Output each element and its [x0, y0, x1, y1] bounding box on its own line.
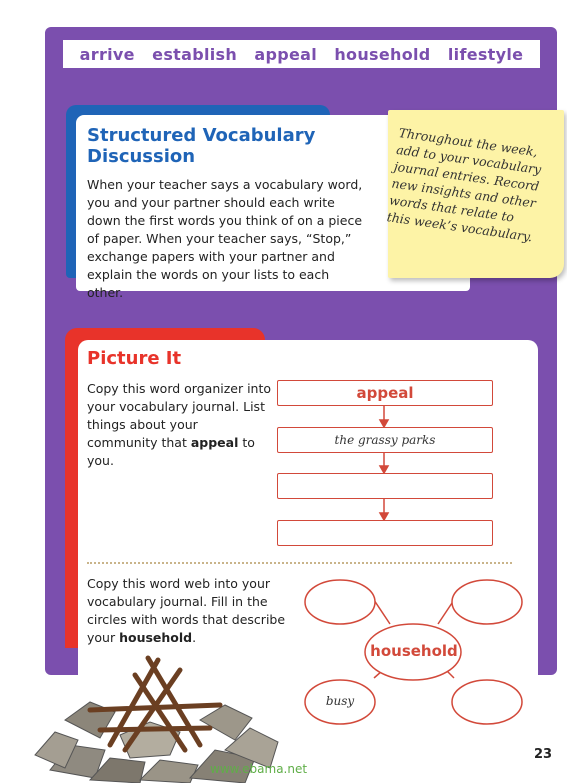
web-center-label: household [370, 642, 458, 660]
organizer-box-header: appeal [277, 380, 493, 406]
sticky-note-text: Throughout the week, add to your vocabulary journal entries. Record new insights and other words that relate to this week’s vocabulary. [385, 124, 543, 245]
web-circle [452, 580, 522, 624]
dotted-divider [87, 562, 512, 564]
organizer-box-empty [277, 520, 493, 546]
web-keyword: household [119, 630, 193, 645]
vocabulary-word-bar [63, 40, 540, 68]
vocab-word: household [334, 44, 431, 64]
organizer-instructions-end: to you. [87, 435, 255, 468]
web-instructions [87, 575, 287, 647]
web-circle [452, 680, 522, 724]
picture-it-title: Picture It [87, 348, 182, 369]
organizer-keyword: appeal [190, 435, 239, 450]
organizer-instructions [87, 380, 272, 470]
discussion-body: When your teacher says a vocabulary word, you and your partner should each write down the first words you think of on a piece of paper. When your teacher says, “Stop,” exchange papers with your partner and explain the words on your lists to each other. [87, 177, 363, 300]
web-example-label: busy [325, 694, 355, 708]
page-number: 23 [534, 747, 553, 762]
organizer-instructions-text: Copy this word organizer into your vocabulary journal. List things about your community that [87, 381, 272, 450]
vocab-word: lifestyle [447, 44, 524, 64]
organizer-box: the grassy parks [277, 427, 493, 453]
vocab-word: establish [152, 44, 238, 64]
watermark: www.ebama.net [210, 762, 308, 776]
organizer-box-empty [277, 473, 493, 499]
web-instructions-end: . [192, 630, 197, 645]
vocab-word: appeal [254, 44, 318, 64]
web-circle [305, 580, 375, 624]
sticky-note [385, 110, 564, 278]
vocab-word: arrive [79, 44, 135, 64]
discussion-title: Structured Vocabulary Discussion [87, 125, 316, 167]
web-instructions-text: Copy this word web into your vocabulary journal. Fill in the circles with words that describe your [87, 576, 286, 645]
